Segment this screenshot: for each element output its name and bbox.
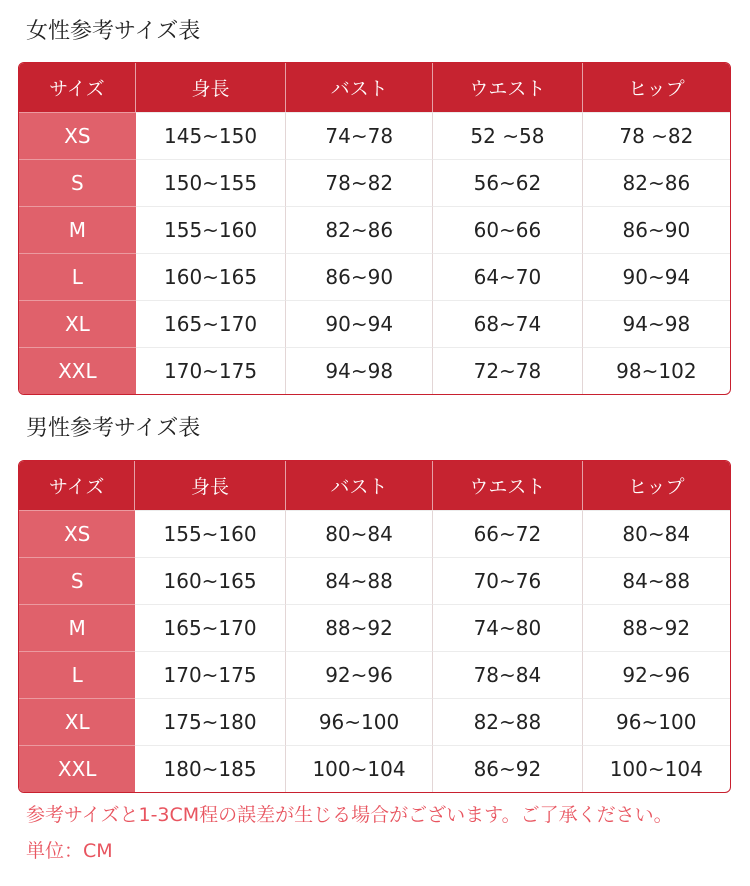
measurement-cell: 78~82 [286,159,433,206]
measurement-cell: 155~160 [135,510,285,557]
size-label: S [19,557,135,604]
measurement-cell: 52 ~58 [433,112,583,159]
measurement-cell: 74~80 [433,604,582,651]
measurement-cell: 60~66 [433,206,583,253]
measurement-cell: 82~86 [583,159,730,206]
table-row [19,112,730,159]
measurement-cell: 94~98 [583,300,730,347]
measurement-cell: 150~155 [136,159,287,206]
table-row [19,253,730,300]
measurement-cell: 70~76 [433,557,582,604]
size-label: M [19,206,136,253]
size-label: L [19,651,135,698]
table-row [19,300,730,347]
column-header: ウエスト [433,63,583,112]
measurement-cell: 84~88 [286,557,434,604]
measurement-cell: 66~72 [433,510,582,557]
measurement-cell: 90~94 [286,300,433,347]
measurement-cell: 98~102 [583,347,730,394]
measurement-cell: 145~150 [136,112,287,159]
table-row [19,745,730,792]
measurement-cell: 86~92 [433,745,582,792]
men-size-table [18,460,731,793]
measurement-cell: 68~74 [433,300,583,347]
measurement-cell: 180~185 [135,745,285,792]
measurement-cell: 175~180 [135,698,285,745]
size-label: XXL [19,745,135,792]
measurement-cell: 165~170 [135,604,285,651]
women-size-table [18,62,731,395]
column-header: バスト [286,461,434,510]
measurement-cell: 92~96 [583,651,731,698]
measurement-cell: 80~84 [286,510,434,557]
column-header: 身長 [135,461,285,510]
table-row [19,651,730,698]
table-row [19,510,730,557]
size-label: S [19,159,136,206]
measurement-cell: 86~90 [583,206,730,253]
measurement-cell: 80~84 [583,510,731,557]
measurement-cell: 170~175 [136,347,287,394]
women-size-title: 女性参考サイズ表 [26,19,201,44]
measurement-cell: 86~90 [286,253,433,300]
measurement-cell: 56~62 [433,159,583,206]
men-size-title: 男性参考サイズ表 [26,416,201,441]
header-row [19,63,730,112]
size-disclaimer: 参考サイズと1-3CM程の誤差が生じる場合がございます。ご了承ください。 [26,804,673,826]
column-header: ウエスト [433,461,582,510]
table-row [19,557,730,604]
size-label: XS [19,510,135,557]
header-row [19,461,730,510]
table-row [19,698,730,745]
measurement-cell: 96~100 [583,698,731,745]
measurement-cell: 64~70 [433,253,583,300]
measurement-cell: 170~175 [135,651,285,698]
size-label: XXL [19,347,136,394]
measurement-cell: 94~98 [286,347,433,394]
measurement-cell: 82~88 [433,698,582,745]
column-header: ヒップ [583,461,731,510]
measurement-cell: 78 ~82 [583,112,730,159]
column-header: サイズ [19,63,136,112]
size-label: M [19,604,135,651]
measurement-cell: 88~92 [583,604,731,651]
size-label: XS [19,112,136,159]
measurement-cell: 92~96 [286,651,434,698]
column-header: 身長 [136,63,287,112]
unit-note: 単位：CM [26,840,113,862]
measurement-cell: 72~78 [433,347,583,394]
measurement-cell: 160~165 [136,253,287,300]
measurement-cell: 100~104 [583,745,731,792]
measurement-cell: 160~165 [135,557,285,604]
table-row [19,347,730,394]
measurement-cell: 78~84 [433,651,582,698]
measurement-cell: 155~160 [136,206,287,253]
column-header: ヒップ [583,63,730,112]
size-label: XL [19,300,136,347]
measurement-cell: 100~104 [286,745,434,792]
measurement-cell: 74~78 [286,112,433,159]
size-label: L [19,253,136,300]
table-row [19,604,730,651]
measurement-cell: 82~86 [286,206,433,253]
measurement-cell: 96~100 [286,698,434,745]
size-label: XL [19,698,135,745]
measurement-cell: 88~92 [286,604,434,651]
measurement-cell: 165~170 [136,300,287,347]
table-row [19,206,730,253]
column-header: バスト [286,63,433,112]
measurement-cell: 90~94 [583,253,730,300]
table-row [19,159,730,206]
column-header: サイズ [19,461,135,510]
measurement-cell: 84~88 [583,557,731,604]
